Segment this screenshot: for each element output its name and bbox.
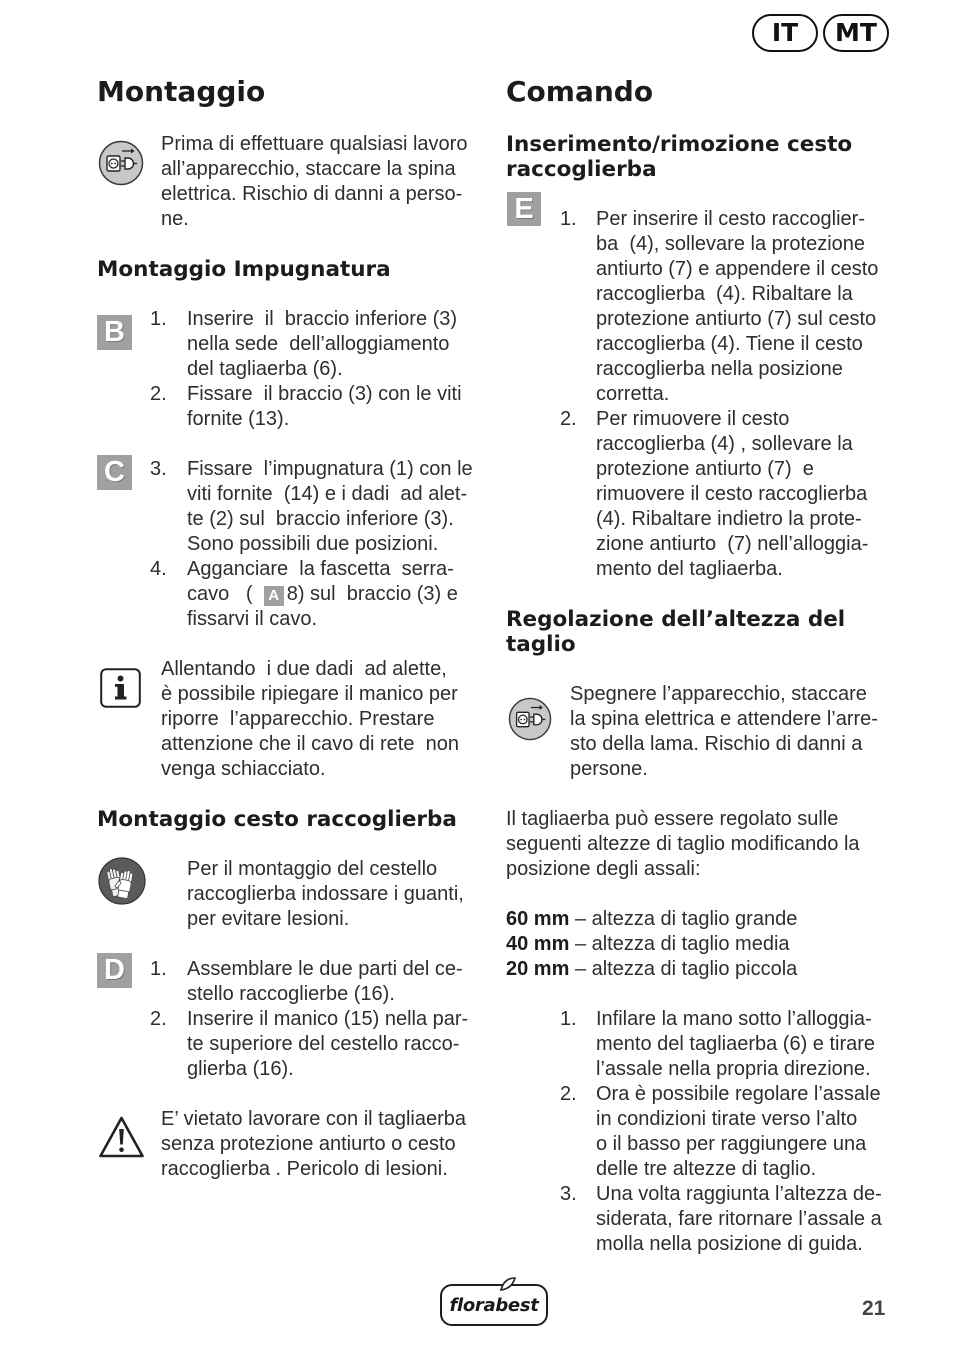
figure-badge-d: D bbox=[97, 953, 132, 988]
step-number: 1. bbox=[560, 208, 577, 230]
list-item bbox=[150, 307, 462, 382]
steps-list-e bbox=[560, 207, 878, 582]
step-text: Ora è possibile regolare l’assale in condizioni tirate verso l’alto o il basso per raggiungere una delle tre altezze di taglio. bbox=[596, 1083, 881, 1180]
gloves-icon bbox=[98, 857, 146, 905]
list-item bbox=[560, 207, 878, 407]
list-item bbox=[150, 382, 462, 432]
step-text-after: 8) sul braccio (3) e fissarvi il cavo. bbox=[187, 583, 458, 630]
unplug-icon bbox=[98, 140, 144, 186]
step-number: 4. bbox=[150, 558, 167, 580]
height-level-row bbox=[506, 907, 797, 932]
steps-list-b bbox=[150, 307, 462, 432]
info-note-text: Allentando i due dadi ad alette, è possibile ripiegare il manico per riporre l’apparecchio. Prestare attenzione che il cavo di rete non venga schiacciato. bbox=[161, 658, 459, 780]
height-level-label: – altezza di taglio media bbox=[574, 933, 790, 955]
cutting-height-intro: Il tagliaerba può essere regolato sulle seguenti altezze di taglio modificando la posizione degli assali: bbox=[506, 808, 860, 880]
height-level-value: 40 mm bbox=[506, 933, 570, 955]
subheading-cutting-height: Regolazione dell’altezza del taglio bbox=[506, 607, 846, 657]
steps-list-d bbox=[150, 957, 468, 1082]
page-number: 21 bbox=[862, 1297, 886, 1320]
figure-badge-c: C bbox=[97, 455, 132, 490]
step-text: Infilare la mano sotto l’alloggia- mento del tagliaerba (6) e tirare l’assale nella propria direzione. bbox=[596, 1008, 876, 1080]
step-text: Inserire il braccio inferiore (3) nella sede dell’alloggiamento del tagliaerba (6). bbox=[187, 308, 458, 380]
list-item bbox=[150, 957, 468, 1007]
step-number: 1. bbox=[560, 1008, 577, 1030]
step-number: 2. bbox=[150, 1008, 167, 1030]
figure-badge-b: B bbox=[97, 315, 132, 350]
list-item bbox=[560, 1182, 882, 1257]
figure-ref-badge-a: A bbox=[264, 586, 284, 606]
height-level-row bbox=[506, 957, 797, 982]
step-number: 2. bbox=[560, 1083, 577, 1105]
list-item bbox=[560, 1007, 882, 1082]
step-number: 1. bbox=[150, 958, 167, 980]
step-text: Fissare il braccio (3) con le viti fornite (13). bbox=[187, 383, 462, 430]
list-item bbox=[560, 1082, 882, 1182]
step-text: Per rimuovere il cesto raccoglierba (4) , sollevare la protezione antiurto (7) e rimuovere il cesto raccoglierba (4). Ribaltare indietro la prote- zione antiurto (7) nell’alloggia- mento del tagliaerba. bbox=[596, 408, 869, 580]
brand-name: florabest bbox=[449, 1295, 539, 1316]
figure-badge-e: E bbox=[507, 192, 541, 226]
list-item bbox=[150, 557, 473, 632]
list-item bbox=[150, 457, 473, 557]
height-level-row bbox=[506, 932, 797, 957]
info-icon bbox=[100, 668, 141, 708]
unplug-note-text: Spegnere l’apparecchio, staccare la spina elettrica e attendere l’arre- sto della lama. Rischio di danni a persone. bbox=[570, 683, 878, 780]
section-title-comando: Comando bbox=[506, 75, 654, 108]
steps-list-cutting-height bbox=[560, 1007, 882, 1257]
list-item bbox=[560, 407, 878, 582]
step-text: Per inserire il cesto raccoglier- ba (4), sollevare la protezione antiurto (7) e appendere il cesto raccoglierba (4). Ribaltare la protezione antiurto (7) sul cesto raccoglierba (4). Tiene il cesto raccoglierba nella posizione corretta. bbox=[596, 208, 879, 405]
step-text-before: Agganciare la fascetta serra- cavo ( bbox=[187, 558, 454, 605]
cutting-height-levels bbox=[506, 907, 797, 982]
step-text: Assemblare le due parti del ce- stello raccoglierbe (16). bbox=[187, 958, 463, 1005]
subheading-bag-insert: Inserimento/rimozione cesto raccoglierba bbox=[506, 132, 853, 182]
language-badge-mt: MT bbox=[823, 14, 889, 52]
height-level-value: 20 mm bbox=[506, 958, 570, 980]
step-number: 3. bbox=[150, 458, 167, 480]
section-title-montaggio: Montaggio bbox=[97, 75, 266, 108]
height-level-value: 60 mm bbox=[506, 908, 570, 930]
leaf-icon bbox=[500, 1277, 516, 1291]
subheading-grass-bag: Montaggio cesto raccoglierba bbox=[97, 807, 457, 832]
step-number: 1. bbox=[150, 308, 167, 330]
unplug-note-text: Prima di effettuare qualsiasi lavoro all’apparecchio, staccare la spina elettrica. Rischio di danni a perso- ne. bbox=[161, 133, 468, 230]
height-level-label: – altezza di taglio piccola bbox=[574, 958, 798, 980]
step-number: 2. bbox=[150, 383, 167, 405]
warning-icon bbox=[98, 1115, 145, 1159]
step-text: Fissare l’impugnatura (1) con le viti fornite (14) e i dadi ad alet- te (2) sul braccio inferiore (3). Sono possibili due posizioni. bbox=[187, 458, 473, 555]
unplug-icon bbox=[508, 697, 552, 741]
brand-logo bbox=[440, 1284, 548, 1326]
step-text: Una volta raggiunta l’altezza de- siderata, fare ritornare l’assale a molla nella posizione di guida. bbox=[596, 1183, 882, 1255]
height-level-label: – altezza di taglio grande bbox=[574, 908, 798, 930]
steps-list-c bbox=[150, 457, 473, 632]
language-badge-it: IT bbox=[752, 14, 818, 52]
step-number: 2. bbox=[560, 408, 577, 430]
step-text: Inserire il manico (15) nella par- te superiore del cestello racco- glierba (16). bbox=[187, 1008, 469, 1080]
subheading-handle: Montaggio Impugnatura bbox=[97, 257, 391, 282]
list-item bbox=[150, 1007, 468, 1082]
gloves-note-text: Per il montaggio del cestello raccoglierba indossare i guanti, per evitare lesioni. bbox=[187, 858, 464, 930]
step-text bbox=[187, 557, 458, 632]
warning-note-text: E’ vietato lavorare con il tagliaerba senza protezione antiurto o cesto raccoglierba . Pericolo di lesioni. bbox=[161, 1108, 466, 1180]
step-number: 3. bbox=[560, 1183, 577, 1205]
